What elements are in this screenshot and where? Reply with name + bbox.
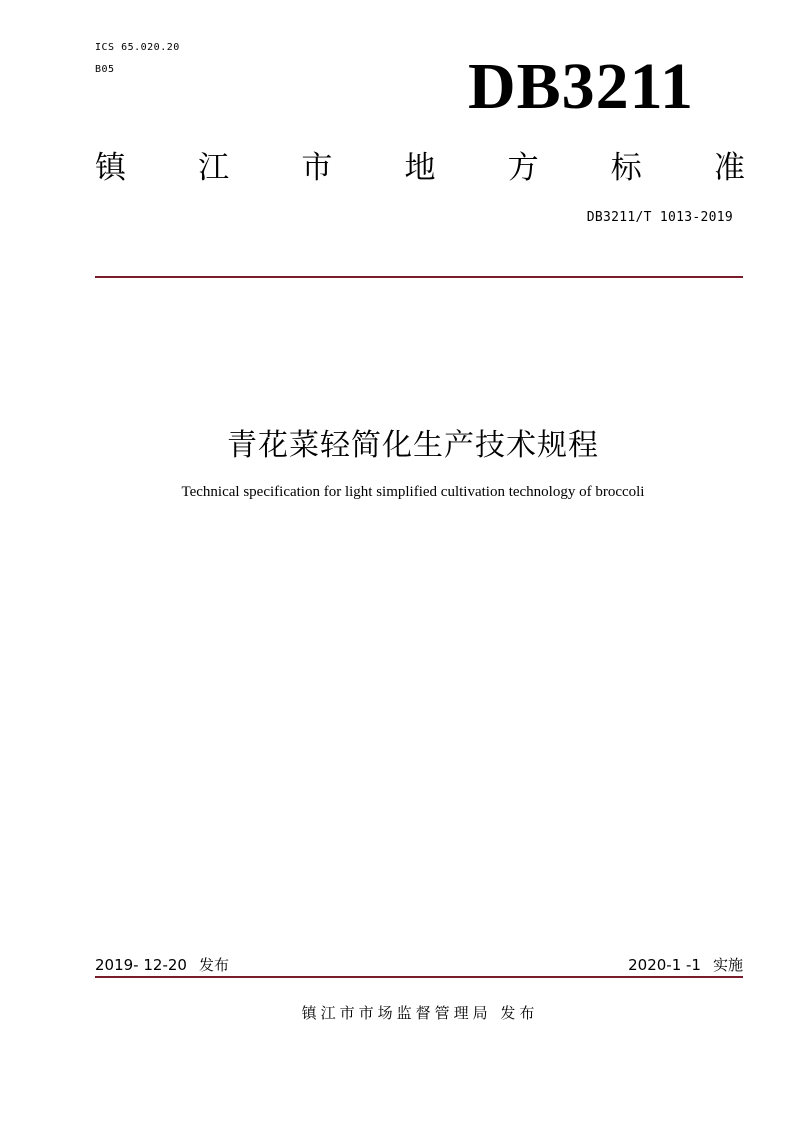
standard-type-heading [95, 148, 745, 188]
issue-date: 2019- 12-20 [95, 956, 187, 974]
document-title-chinese: 青花菜轻简化生产技术规程 [227, 428, 599, 463]
standard-number: DB3211/T 1013-2019 [586, 210, 733, 225]
ccs-code: B05 [95, 64, 115, 75]
effective-date: 2020-1 -1 [628, 956, 701, 974]
issue-label: 发布 [198, 956, 229, 974]
standard-type-char: 标 [610, 150, 642, 186]
header-divider [95, 276, 743, 278]
document-title-english: Technical specification for light simplified cultivation technology of broccoli [181, 484, 645, 500]
standard-type-char: 地 [404, 150, 436, 186]
standard-logo: DB3211 [467, 50, 694, 123]
standard-type-char: 市 [301, 150, 333, 186]
effective-date-block [628, 956, 743, 974]
standard-type-char: 准 [713, 150, 745, 186]
standard-type-char: 江 [198, 150, 230, 186]
issuing-authority: 镇江市市场监督管理局 发布 [301, 1004, 539, 1022]
issue-date-block [95, 956, 229, 974]
standard-type-char: 镇 [95, 150, 126, 186]
footer-divider [95, 976, 743, 978]
ics-code: ICS 65.020.20 [95, 42, 180, 53]
standard-type-char: 方 [507, 150, 539, 186]
effective-label: 实施 [712, 956, 743, 974]
